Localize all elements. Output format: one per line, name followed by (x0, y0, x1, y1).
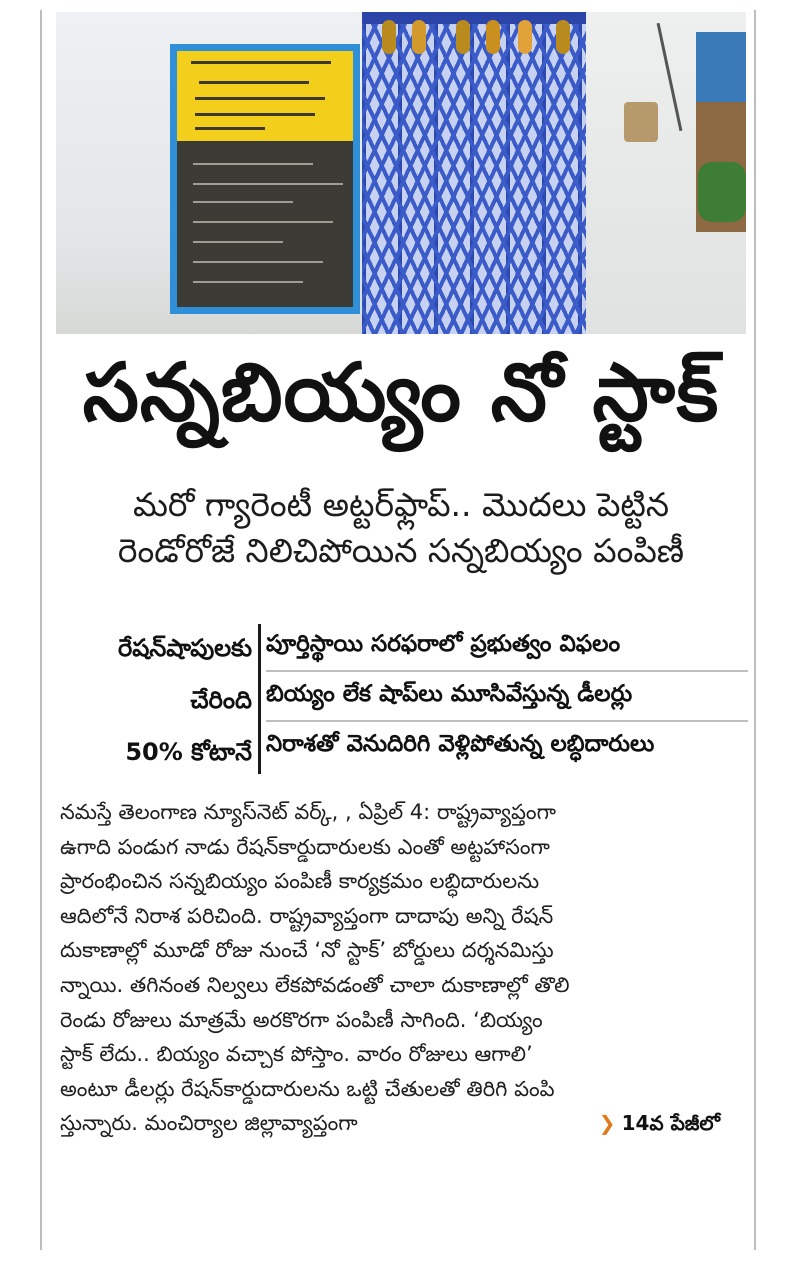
body-line: న్నాయి. తగినంత నిల్వలు లేకపోవడంతో చాలా దుకాణాల్లో తొలి (60, 972, 570, 997)
highlight-point: బియ్యం లేక షాప్‌లు మూసివేస్తున్న డీలర్లు (266, 672, 748, 722)
article-body (60, 795, 740, 1141)
body-line: ఉగాది పండుగ నాడు రేషన్‌కార్డుదారులకు ఎంతో అట్టహాసంగా (60, 834, 550, 859)
subheadline-line: మరో గ్యారెంటీ అట్టర్‌ఫ్లాప్.. మొదలు పెట్టిన (132, 485, 670, 524)
body-line: రెండు రోజులు మాత్రమే అరకొరగా పంపిణీ సాగింది. ‘బియ్యం (60, 1007, 543, 1032)
continued-label: 14వ పేజీలో (621, 1111, 720, 1136)
body-line: దుకాణాల్లో మూడో రోజు నుంచే ‘నో స్టాక్’ బోర్డులు దర్శనమిస్తు (60, 938, 554, 963)
photo-notice-board (170, 44, 360, 314)
headline: సన్నబియ్యం నో స్టాక్ (82, 346, 720, 439)
highlight-points (266, 622, 748, 770)
article-photo (56, 12, 746, 334)
body-last-row (60, 1106, 740, 1141)
side-panel-line: చేరింది (190, 686, 252, 714)
highlight-point: పూర్తిస్థాయి సరఫరాలో ప్రభుత్వం విఫలం (266, 622, 748, 672)
left-frame-rule (40, 10, 42, 1250)
continued-link[interactable] (599, 1106, 740, 1141)
side-panel-line: రేషన్‌షాపులకు (118, 634, 252, 662)
body-line: స్తున్నారు. మంచిర్యాల జిల్లావ్యాప్తంగా (60, 1111, 358, 1136)
subheadline-line: రెండోరోజే నిలిచిపోయిన సన్నబియ్యం పంపిణీ (117, 531, 685, 571)
subheadline (56, 482, 746, 574)
body-line: ఆదిలోనే నిరాశ పరిచింది. రాష్ట్రవ్యాప్తంగా దాదాపు అన్ని రేషన్ (60, 903, 554, 928)
side-panel (56, 622, 252, 778)
chevron-right-icon: ❯ (598, 1111, 616, 1136)
body-line: అంటూ డీలర్లు రేషన్‌కార్డుదారులను ఒట్టి చేతులతో తిరిగి పంపి (60, 1076, 555, 1101)
body-line: స్టాక్ లేదు.. బియ్యం వచ్చాక పోస్తాం. వారం రోజులు ఆగాలి’ (60, 1042, 533, 1067)
body-line: ప్రారంభించిన సన్నబియ్యం పంపిణీ కార్యక్రమం లబ్ధిదారులను (60, 869, 540, 894)
divider (258, 624, 261, 774)
highlight-point: నిరాశతో వెనుదిరిగి వెళ్లిపోతున్న లబ్ధిదారులు (266, 731, 655, 757)
photo-electric-meter (624, 102, 658, 142)
photo-shutter-grille (362, 12, 588, 334)
right-frame-rule (754, 10, 756, 1250)
body-line: నమస్తే తెలంగాణ న్యూస్‌నెట్ వర్క్, , ఏప్రిల్ 4: రాష్ట్రవ్యాప్తంగా (60, 800, 556, 824)
side-panel-line: 50% కోటానే (125, 738, 252, 766)
